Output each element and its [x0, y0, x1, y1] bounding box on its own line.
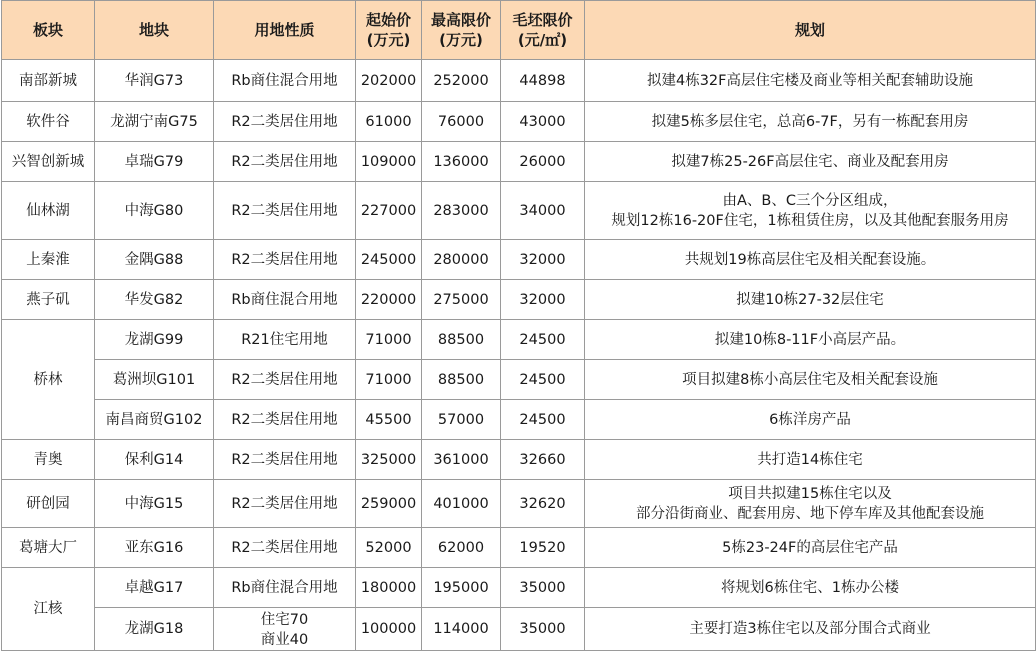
plan-line: 由A、B、C三个分区组成，: [722, 192, 898, 209]
cell-raw-price: 24500: [501, 360, 585, 400]
cell-max-price: 57000: [422, 400, 501, 440]
cell-raw-price: 34000: [501, 182, 585, 240]
cell-plan: 将规划6栋住宅、1栋办公楼: [585, 568, 1036, 608]
cell-plan: 拟建4栋32F高层住宅楼及商业等相关配套辅助设施: [585, 60, 1036, 102]
table-row: [2, 102, 1036, 142]
cell-max-price: 283000: [422, 182, 501, 240]
cell-start-price: 259000: [356, 480, 422, 528]
cell-start-price: 61000: [356, 102, 422, 142]
cell-parcel: 中海G15: [95, 480, 214, 528]
cell-raw-price: 24500: [501, 320, 585, 360]
cell-raw-price: 26000: [501, 142, 585, 182]
header-block: 板块: [2, 1, 95, 60]
cell-raw-price: 35000: [501, 608, 585, 651]
table-row: [2, 568, 1036, 608]
cell-start-price: 180000: [356, 568, 422, 608]
cell-raw-price: 32620: [501, 480, 585, 528]
cell-block: 燕子矶: [2, 280, 95, 320]
cell-plan: 5栋23-24F的高层住宅产品: [585, 528, 1036, 568]
cell-max-price: 280000: [422, 240, 501, 280]
cell-plan: 主要打造3栋住宅以及部分围合式商业: [585, 608, 1036, 651]
table-row: [2, 240, 1036, 280]
cell-land-use: R2二类居住用地: [214, 440, 356, 480]
cell-land-use: Rb商住混合用地: [214, 60, 356, 102]
cell-block: 江核: [2, 568, 95, 651]
table-row: [2, 528, 1036, 568]
cell-start-price: 71000: [356, 320, 422, 360]
cell-parcel: 金隅G88: [95, 240, 214, 280]
cell-parcel: 华润G73: [95, 60, 214, 102]
cell-start-price: 109000: [356, 142, 422, 182]
cell-start-price: 71000: [356, 360, 422, 400]
cell-block: 上秦淮: [2, 240, 95, 280]
table-row: [2, 280, 1036, 320]
header-raw-price: [501, 1, 585, 60]
land-auction-table: [1, 0, 1036, 651]
plan-line: 部分沿街商业、配套用房、地下停车库及其他配套设施: [636, 505, 984, 522]
cell-parcel: 龙湖G99: [95, 320, 214, 360]
cell-block: 仙林湖: [2, 182, 95, 240]
cell-land-use: R2二类居住用地: [214, 240, 356, 280]
cell-start-price: 220000: [356, 280, 422, 320]
cell-parcel: 华发G82: [95, 280, 214, 320]
land-use-line: 住宅70: [260, 612, 309, 628]
cell-max-price: 88500: [422, 360, 501, 400]
cell-plan: [585, 480, 1036, 528]
cell-parcel: 南昌商贸G102: [95, 400, 214, 440]
cell-max-price: 88500: [422, 320, 501, 360]
cell-parcel: 亚东G16: [95, 528, 214, 568]
table-row: [2, 142, 1036, 182]
cell-plan: 拟建5栋多层住宅，总高6-7F，另有一栋配套用房: [585, 102, 1036, 142]
table-row: [2, 182, 1036, 240]
cell-start-price: 325000: [356, 440, 422, 480]
cell-block: 南部新城: [2, 60, 95, 102]
cell-block: 研创园: [2, 480, 95, 528]
cell-block: 兴智创新城: [2, 142, 95, 182]
cell-land-use: Rb商住混合用地: [214, 280, 356, 320]
cell-start-price: 202000: [356, 60, 422, 102]
cell-raw-price: 24500: [501, 400, 585, 440]
cell-max-price: 136000: [422, 142, 501, 182]
cell-land-use: R2二类居住用地: [214, 528, 356, 568]
header-start-price: [356, 1, 422, 60]
table-row: [2, 360, 1036, 400]
cell-parcel: 葛洲坝G101: [95, 360, 214, 400]
cell-raw-price: 43000: [501, 102, 585, 142]
cell-raw-price: 35000: [501, 568, 585, 608]
cell-raw-price: 32000: [501, 280, 585, 320]
cell-parcel: 保利G14: [95, 440, 214, 480]
cell-max-price: 361000: [422, 440, 501, 480]
header-raw-price-label: 毛坯限价: [512, 11, 573, 29]
cell-raw-price: 19520: [501, 528, 585, 568]
cell-max-price: 275000: [422, 280, 501, 320]
cell-land-use: R2二类居住用地: [214, 400, 356, 440]
cell-land-use: Rb商住混合用地: [214, 568, 356, 608]
header-parcel: 地块: [95, 1, 214, 60]
plan-line: 规划12栋16-20F住宅，1栋租赁住房，以及其他配套服务用房: [611, 212, 1009, 229]
cell-parcel: 中海G80: [95, 182, 214, 240]
cell-parcel: 卓越G17: [95, 568, 214, 608]
cell-land-use: R2二类居住用地: [214, 360, 356, 400]
cell-plan: 共规划19栋高层住宅及相关配套设施。: [585, 240, 1036, 280]
table-row: [2, 608, 1036, 651]
cell-block: 软件谷: [2, 102, 95, 142]
header-start-price-unit: (万元): [366, 31, 411, 49]
cell-plan: 6栋洋房产品: [585, 400, 1036, 440]
table-row: [2, 60, 1036, 102]
cell-land-use: R2二类居住用地: [214, 142, 356, 182]
table-row: [2, 400, 1036, 440]
header-max-price-unit: (万元): [439, 31, 483, 49]
cell-start-price: 45500: [356, 400, 422, 440]
cell-raw-price: 44898: [501, 60, 585, 102]
cell-parcel: 卓瑞G79: [95, 142, 214, 182]
cell-land-use: R2二类居住用地: [214, 102, 356, 142]
header-max-price: [422, 1, 501, 60]
cell-plan: [585, 182, 1036, 240]
land-use-line: 商业40: [260, 632, 309, 648]
cell-plan: 项目拟建8栋小高层住宅及相关配套设施: [585, 360, 1036, 400]
header-start-price-label: 起始价: [365, 11, 411, 29]
cell-max-price: 114000: [422, 608, 501, 651]
cell-land-use: R21住宅用地: [214, 320, 356, 360]
table-row: [2, 480, 1036, 528]
cell-plan: 拟建7栋25-26F高层住宅、商业及配套用房: [585, 142, 1036, 182]
cell-block: 青奥: [2, 440, 95, 480]
cell-plan: 共打造14栋住宅: [585, 440, 1036, 480]
table-row: [2, 320, 1036, 360]
header-raw-price-unit: (元/㎡): [517, 31, 568, 49]
cell-land-use: [214, 608, 356, 651]
cell-plan: 拟建10栋27-32层住宅: [585, 280, 1036, 320]
cell-land-use: R2二类居住用地: [214, 480, 356, 528]
cell-raw-price: 32000: [501, 240, 585, 280]
header-max-price-label: 最高限价: [430, 11, 491, 29]
cell-max-price: 76000: [422, 102, 501, 142]
cell-start-price: 245000: [356, 240, 422, 280]
cell-parcel: 龙湖宁南G75: [95, 102, 214, 142]
header-row: [2, 1, 1036, 60]
cell-start-price: 227000: [356, 182, 422, 240]
table-row: [2, 440, 1036, 480]
cell-raw-price: 32660: [501, 440, 585, 480]
cell-max-price: 195000: [422, 568, 501, 608]
cell-land-use: R2二类居住用地: [214, 182, 356, 240]
cell-parcel: 龙湖G18: [95, 608, 214, 651]
cell-block: 桥林: [2, 320, 95, 440]
cell-plan: 拟建10栋8-11F小高层产品。: [585, 320, 1036, 360]
cell-max-price: 252000: [422, 60, 501, 102]
cell-block: 葛塘大厂: [2, 528, 95, 568]
cell-max-price: 62000: [422, 528, 501, 568]
plan-line: 项目共拟建15栋住宅以及: [728, 485, 892, 502]
header-plan: 规划: [585, 1, 1036, 60]
cell-max-price: 401000: [422, 480, 501, 528]
header-land-use: 用地性质: [214, 1, 356, 60]
cell-start-price: 52000: [356, 528, 422, 568]
cell-start-price: 100000: [356, 608, 422, 651]
